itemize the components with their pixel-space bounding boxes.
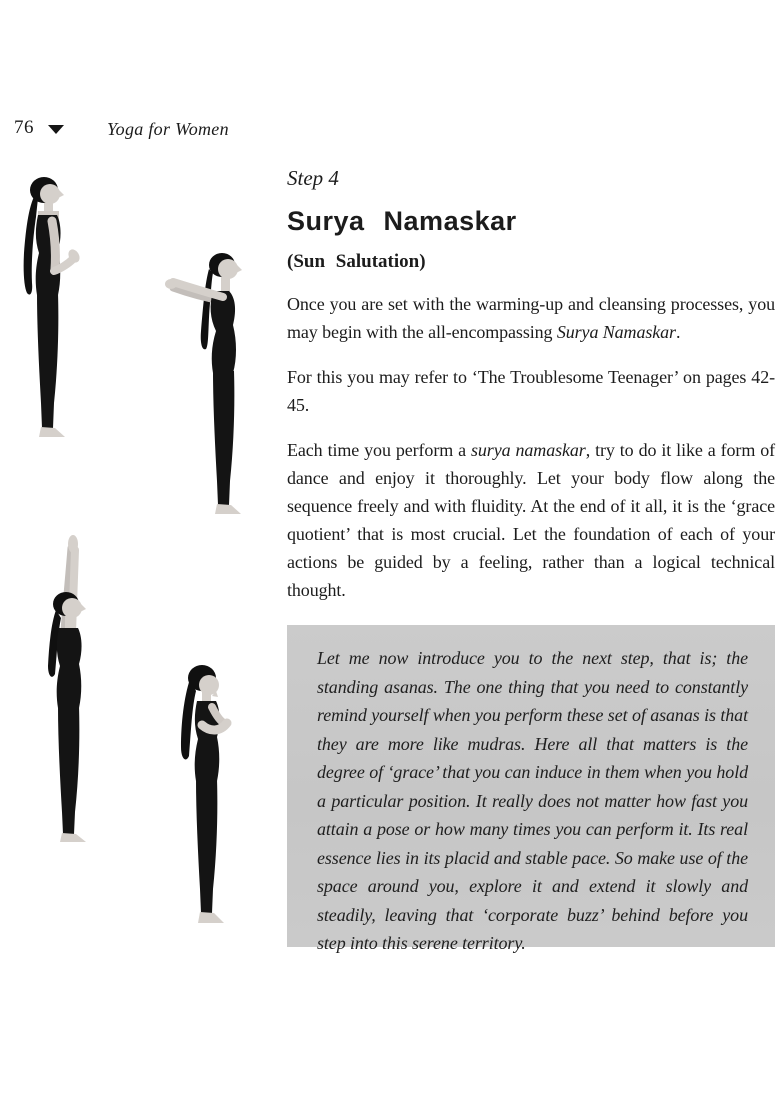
paragraph-3-italic: surya namaskar bbox=[471, 440, 586, 460]
section-title: Surya Namaskar bbox=[287, 206, 517, 236]
paragraph-3-end: , try to do it like a form of dance and enjoy it thoroughly. Let your body flow along the sequence freely and with fluidity. At the end of it all, it is the ‘grace quotient’ that is most crucial. Let the foundation of each of your actions be guided by a feeling, rather than a logical technical thought. bbox=[287, 440, 776, 600]
paragraph-3-text: Each time you perform a bbox=[287, 440, 471, 460]
paragraph-2-text: For this you may refer to ‘The Troublesome Teenager’ on pages 42-45. bbox=[287, 367, 775, 415]
text-column bbox=[287, 166, 775, 621]
note-box-text: Let me now introduce you to the next step, that is; the standing asanas. The one thing that you need to constantly remind yourself when you perform these set of asanas is that they are more like mudras. Here all that matters is the degree of ‘grace’ that you can induce in them when you hold a particular position. It really does not matter how fast you attain a pose or how many times you can perform it. Its real essence lies in its placid and stable pace. So make use of the space around you, explore it and extend it slowly and steadily, leaving that ‘corporate buzz’ behind before you step into this serene territory. bbox=[317, 648, 748, 953]
pose-arms-overhead-photo bbox=[36, 534, 102, 844]
running-head bbox=[14, 117, 64, 139]
paragraph-1 bbox=[287, 290, 775, 346]
figure-pose-arms-overhead bbox=[36, 534, 102, 844]
down-triangle-icon bbox=[48, 125, 64, 134]
figure-pose-arms-back bbox=[163, 251, 253, 515]
paragraph-1-end: . bbox=[675, 322, 681, 342]
paragraph-3 bbox=[287, 436, 775, 604]
step-label: Step 4 bbox=[287, 166, 339, 190]
paragraph-1-text: Once you are set with the warming-up and cleansing processes, you may begin with the all-encompassing bbox=[287, 294, 775, 342]
page-number: 76 bbox=[14, 117, 34, 138]
pose-folded-bowed-photo bbox=[172, 659, 240, 936]
paragraph-2 bbox=[287, 363, 775, 419]
figure-pose-prayer bbox=[13, 175, 81, 451]
pose-arms-back-photo bbox=[163, 251, 253, 515]
note-box bbox=[287, 625, 775, 953]
pose-prayer-photo bbox=[13, 175, 81, 451]
running-head-title: Yoga for Women bbox=[107, 119, 229, 139]
paragraph-1-italic: Surya Namaskar bbox=[556, 322, 676, 342]
figure-pose-folded-bowed bbox=[172, 659, 240, 936]
section-subtitle: (Sun Salutation) bbox=[287, 251, 426, 272]
